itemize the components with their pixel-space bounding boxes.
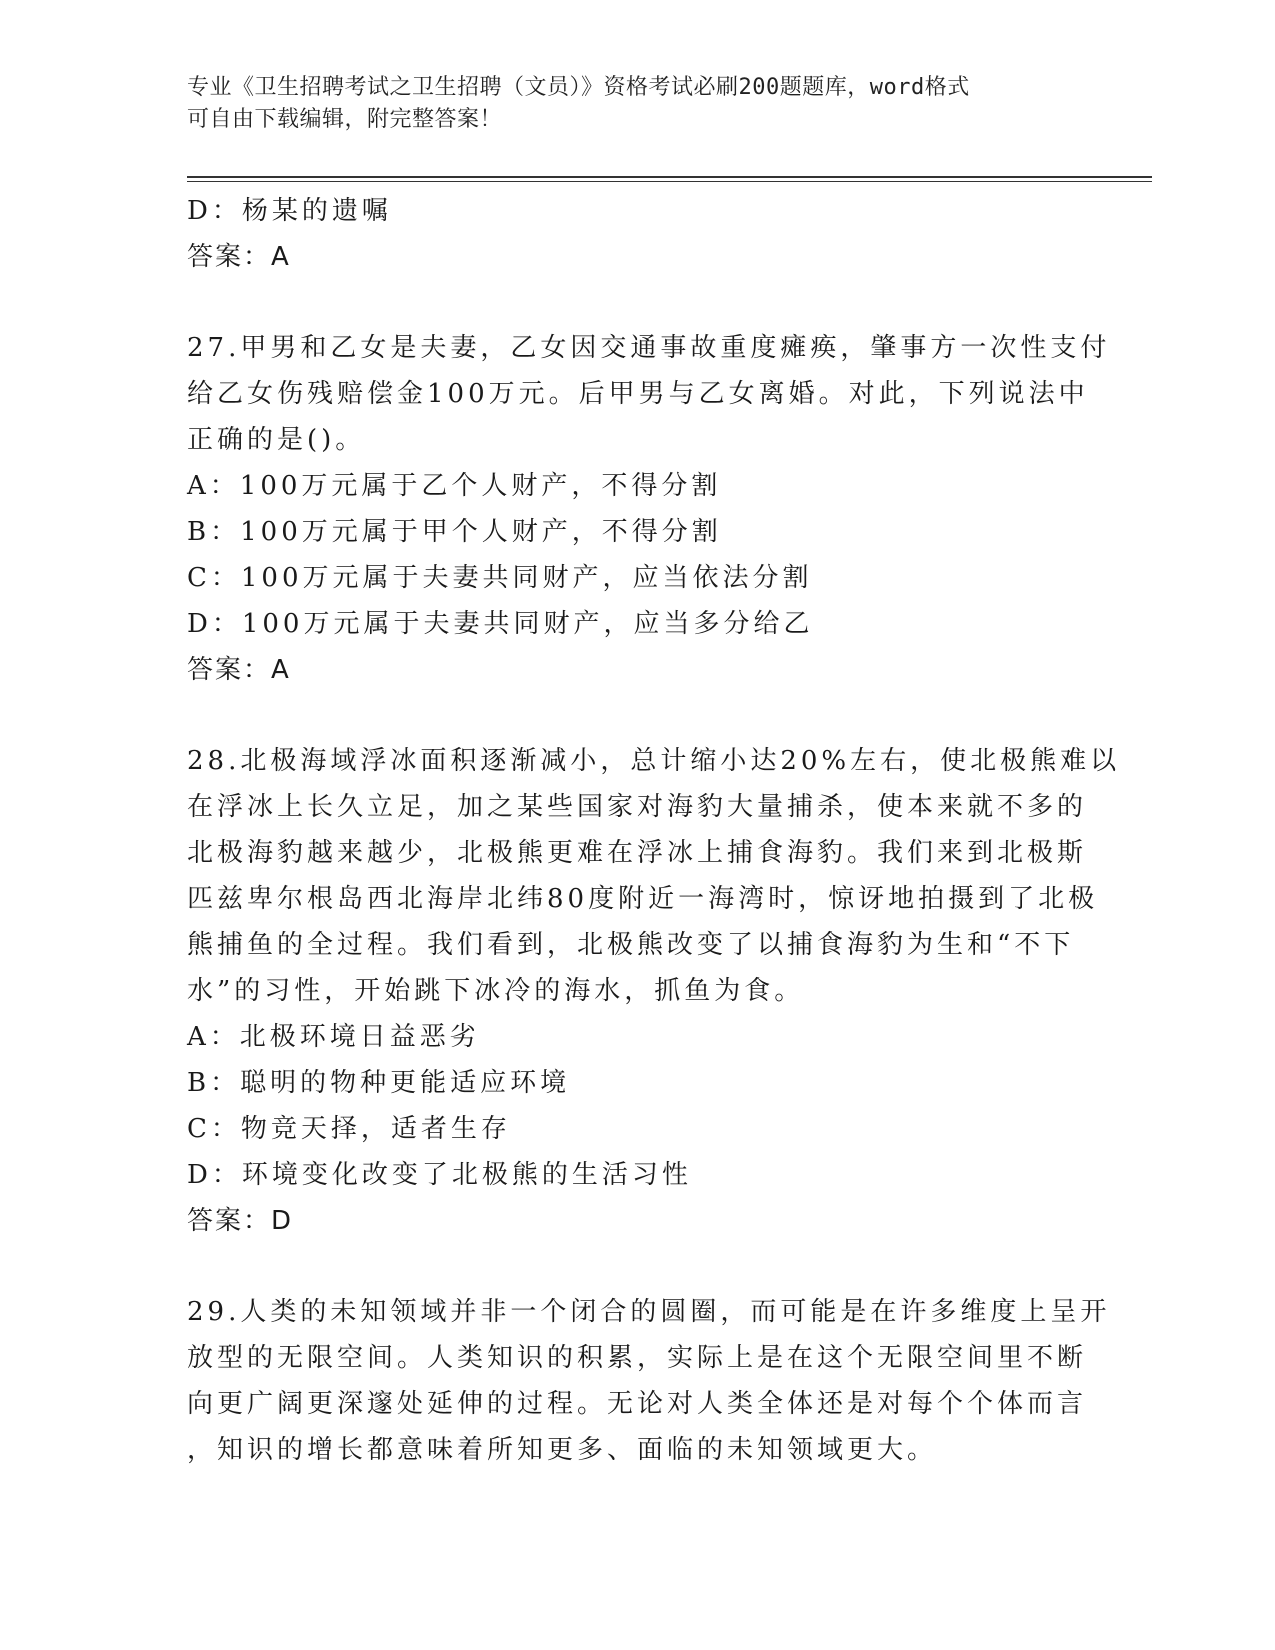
q29-stem-line: ，知识的增长都意味着所知更多、面临的未知领域更大。 [187, 1435, 938, 1465]
q27-stem-line: 给乙女伤残赔偿金100万元。后甲男与乙女离婚。对此，下列说法中 [187, 379, 1089, 409]
header-line-2: 可自由下载编辑，附完整答案！ [187, 107, 503, 132]
q28-stem-line: 匹兹卑尔根岛西北海岸北纬80度附近一海湾时，惊讶地拍摄到了北极 [187, 884, 1099, 914]
document-header [187, 72, 1067, 136]
q27-stem-line: 正确的是()。 [187, 425, 366, 455]
q26-answer: 答案：A [187, 242, 291, 272]
q29-stem-line: 向更广阔更深邃处延伸的过程。无论对人类全体还是对每个个体而言 [187, 1389, 1088, 1419]
header-rule-thick [187, 176, 1152, 178]
q28-option-a: A：北极环境日益恶劣 [187, 1022, 480, 1052]
q27-option-a: A：100万元属于乙个人财产，不得分割 [187, 471, 722, 501]
q28-stem-line: 28.北极海域浮冰面积逐渐减小，总计缩小达20%左右，使北极熊难以 [187, 746, 1121, 776]
q27-option-c: C：100万元属于夫妻共同财产，应当依法分割 [187, 563, 813, 593]
spacer [187, 1244, 1087, 1289]
q27-answer: 答案：A [187, 655, 291, 685]
header-rule-thin [187, 181, 1152, 182]
header-line-1: 专业《卫生招聘考试之卫生招聘（文员）》资格考试必刷200题题库，word格式 [187, 75, 970, 100]
q27-stem-line: 27.甲男和乙女是夫妻，乙女因交通事故重度瘫痪，肇事方一次性支付 [187, 333, 1111, 363]
question-29 [187, 1289, 1111, 1473]
spacer [187, 693, 1087, 738]
q28-answer: 答案：D [187, 1206, 294, 1236]
q28-stem-line: 在浮冰上长久立足，加之某些国家对海豹大量捕杀，使本来就不多的 [187, 792, 1088, 822]
q29-stem-line: 放型的无限空间。人类知识的积累，实际上是在这个无限空间里不断 [187, 1343, 1088, 1373]
q26-option-d: D：杨某的遗嘱 [187, 196, 392, 226]
document-body [187, 188, 1121, 1473]
q28-option-d: D：环境变化改变了北极熊的生活习性 [187, 1160, 692, 1190]
q29-stem-line: 29.人类的未知领域并非一个闭合的圆圈，而可能是在许多维度上呈开 [187, 1297, 1111, 1327]
question-28 [187, 738, 1121, 1244]
q27-option-d: D：100万元属于夫妻共同财产，应当多分给乙 [187, 609, 814, 639]
q28-stem-line: 北极海豹越来越少，北极熊更难在浮冰上捕食海豹。我们来到北极斯 [187, 838, 1088, 868]
question-27 [187, 325, 1111, 693]
q28-option-c: C：物竞天择，适者生存 [187, 1114, 511, 1144]
q27-option-b: B：100万元属于甲个人财产，不得分割 [187, 517, 722, 547]
q28-stem-line: 水”的习性，开始跳下冰冷的海水，抓鱼为食。 [187, 976, 805, 1006]
q28-stem-line: 熊捕鱼的全过程。我们看到，北极熊改变了以捕食海豹为生和“不下 [187, 930, 1075, 960]
spacer [187, 280, 1087, 325]
q28-option-b: B：聪明的物种更能适应环境 [187, 1068, 571, 1098]
